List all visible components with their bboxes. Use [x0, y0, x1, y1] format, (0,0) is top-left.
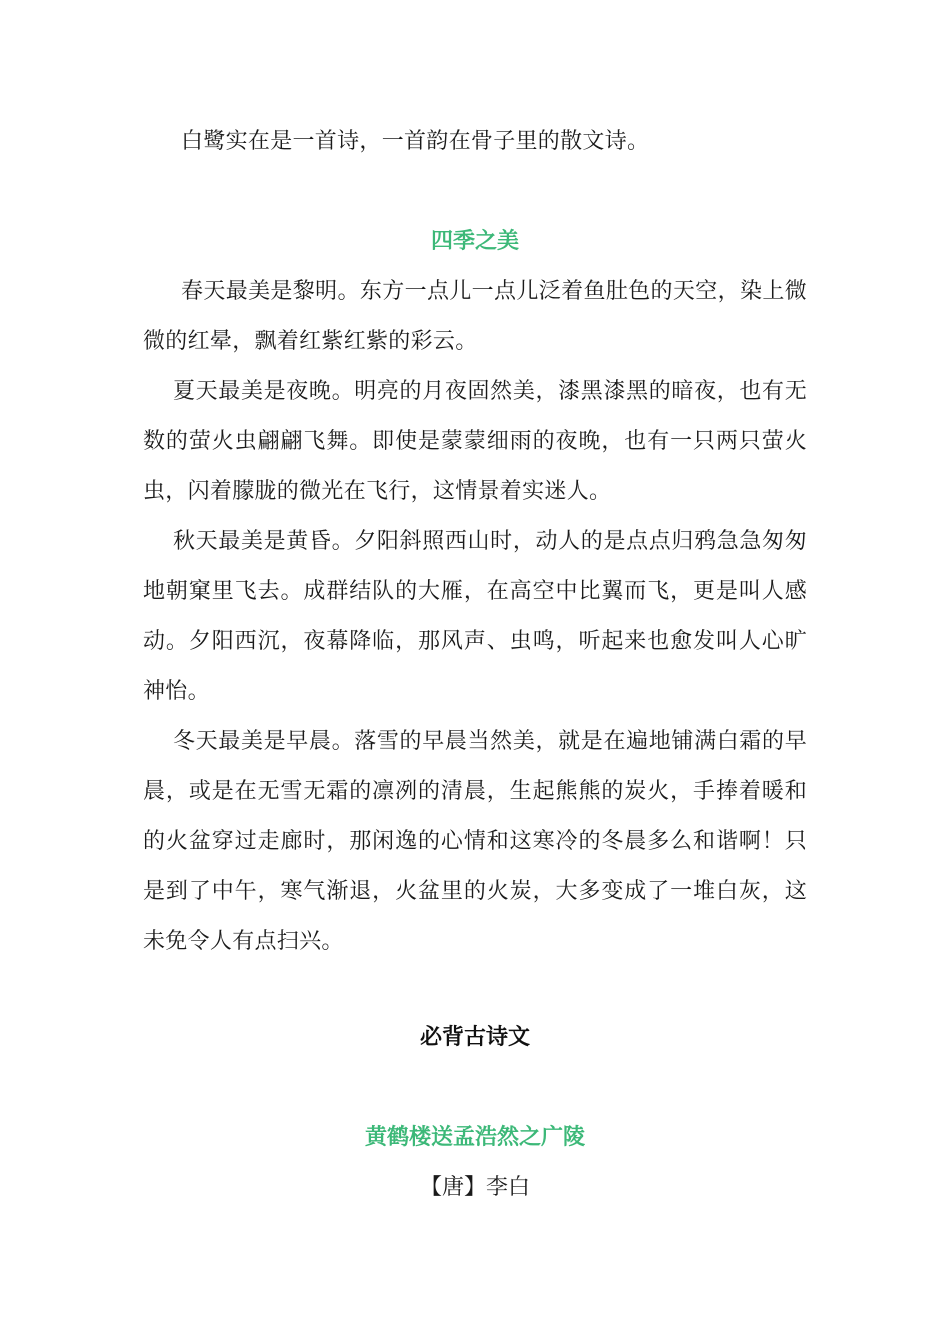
poem-title: 黄鹤楼送孟浩然之广陵 — [364, 1125, 585, 1150]
section-title-classics: 必背古诗文 — [419, 1025, 530, 1050]
paragraph-summer: 夏天最美是夜晚。明亮的月夜固然美，漆黑漆黑的暗夜，也有无数的萤火虫翩翩飞舞。即使是蒙蒙细雨的夜晚，也有一只两只萤火虫，闪着朦胧的微光在飞行，这情景着实迷人。 — [143, 379, 807, 504]
four-seasons-body — [143, 267, 807, 967]
intro-paragraph: 白鹭实在是一首诗，一首韵在骨子里的散文诗。 — [181, 129, 650, 154]
paragraph-autumn: 秋天最美是黄昏。夕阳斜照西山时，动人的是点点归鸦急急匆匆地朝窠里飞去。成群结队的大雁，在高空中比翼而飞，更是叫人感动。夕阳西沉，夜幕降临，那风声、虫鸣，听起来也愈发叫人心旷神怡。 — [143, 529, 807, 704]
section-title-four-seasons: 四季之美 — [430, 229, 519, 254]
intro-block — [143, 117, 807, 167]
paragraph-winter: 冬天最美是早晨。落雪的早晨当然美，就是在遍地铺满白霜的早晨，或是在无雪无霜的凛冽的清晨，生起熊熊的炭火，手捧着暖和的火盆穿过走廊时，那闲逸的心情和这寒冷的冬晨多么和谐啊！只是到了中午，寒气渐退，火盆里的火炭，大多变成了一堆白灰，这未免令人有点扫兴。 — [143, 729, 807, 954]
paragraph-spring: 春天最美是黎明。东方一点儿一点儿泛着鱼肚色的天空，染上微微的红晕，飘着红紫红紫的彩云。 — [143, 279, 807, 354]
poem-author: 【唐】李白 — [419, 1175, 530, 1200]
